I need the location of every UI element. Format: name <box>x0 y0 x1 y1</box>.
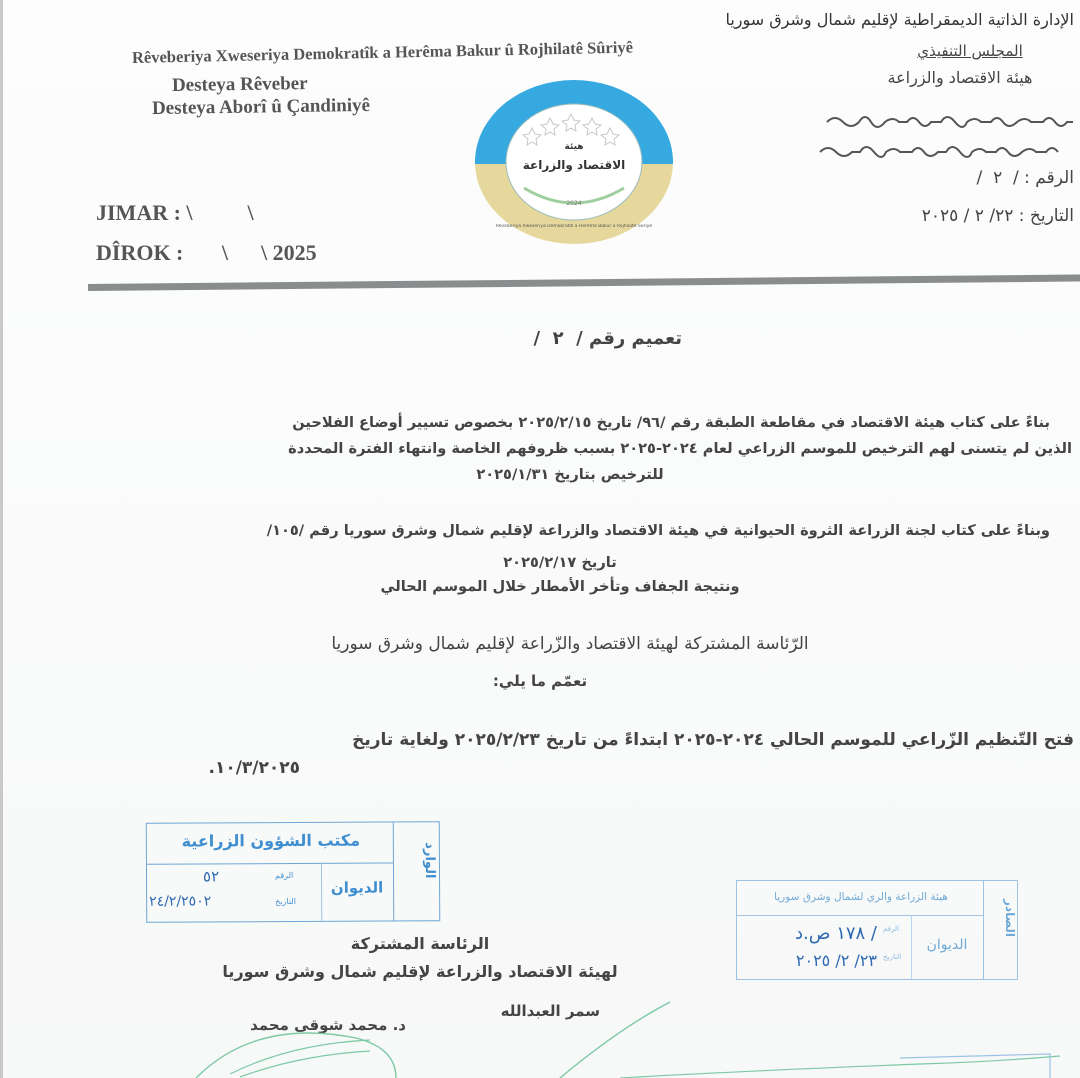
header-right-department: هيئة الاقتصاد والزراعة <box>887 68 1033 87</box>
circular-title: تعميم رقم / ٢ / <box>533 328 682 349</box>
incoming-date-value: ٢٤/٢/٢٥٠٢ <box>149 893 212 910</box>
stamp-divider-vertical <box>393 822 395 920</box>
seal-center-top: هيئة <box>564 142 584 152</box>
outgoing-side-label: الصادر <box>1003 899 1017 938</box>
incoming-date-label: التاريخ <box>275 896 296 907</box>
outgoing-date-label: التاريخ <box>883 953 902 961</box>
header-left-org: Rêveberiya Xweseriya Demokratîk a Herêma Bakur û Rojhilatê Sûriyê <box>131 37 634 67</box>
scan-edge <box>0 0 3 1078</box>
outgoing-number-label: الرقم <box>883 925 899 933</box>
stamp-divider-inner <box>321 863 322 921</box>
syriac-header-line-1 <box>825 108 1080 130</box>
outgoing-org: هيئة الزراعة والري لشمال وشرق سوريا <box>774 891 948 903</box>
signature-title: الرئاسة المشتركة <box>350 934 490 953</box>
presidency-line: الرّئاسة المشتركة لهيئة الاقتصاد والزّراعة لإقليم شمال وشرق سوريا <box>331 634 809 654</box>
stamp-divider-vertical <box>983 881 984 979</box>
handwritten-signature <box>0 998 1080 1078</box>
announces-line: تعمّم ما يلي: <box>492 672 588 690</box>
incoming-number-value: ٥٢ <box>202 867 220 886</box>
incoming-side-label: الوارد <box>421 842 438 879</box>
body-paragraph-1-line-2: الذين لم يتسنى لهم الترخيص للموسم الزراعي لعام ٢٠٢٤-٢٠٢٥ بسبب ظروفهم الخاصة وانتهاء الفترة المحددة <box>288 440 1072 457</box>
decision-line-2: ١٠/٣/٢٠٢٥. <box>208 758 300 778</box>
organization-seal <box>474 78 674 246</box>
reference-number: الرقم : / ٢ / <box>976 168 1074 188</box>
stamp-divider-horizontal <box>737 915 983 916</box>
signatory-2: د. محمد شوقي محمد <box>250 1016 406 1034</box>
stamp-divider-horizontal <box>147 862 393 864</box>
seal-outer-text: Rêveberiya Xweseriya Demokratîk a Herêma Bakur û Rojhilatê Sûriyê <box>495 224 653 229</box>
syriac-header-line-2 <box>818 138 1080 160</box>
body-paragraph-2-line-2: تاريخ ٢٠٢٥/٢/١٧ <box>503 554 617 571</box>
dirok-field: DÎROK : \ \ 2025 <box>96 240 317 265</box>
outgoing-registry-stamp <box>736 880 1018 980</box>
header-left-council: Desteya Rêveber <box>171 73 308 96</box>
signature-org: لهيئة الاقتصاد والزراعة لإقليم شمال وشرق سوريا <box>222 962 618 981</box>
seal-center-main: الاقتصاد والزراعة <box>522 158 626 172</box>
jimar-field: JIMAR : \ \ <box>96 200 254 225</box>
outgoing-registry: الديوان <box>926 937 968 953</box>
header-divider <box>88 274 1080 291</box>
signatory-1: سمر العبدالله <box>500 1002 600 1020</box>
header-left-department: Desteya Aborî û Çandiniyê <box>151 94 371 119</box>
seal-year: 2024 <box>566 200 582 207</box>
incoming-registry-stamp <box>146 821 441 923</box>
outgoing-date-value: ٢٣/ ٢/ ٢٠٢٥ <box>795 951 877 970</box>
incoming-registry: الديوان <box>330 878 384 897</box>
decision-line-1: فتح التّنظيم الزّراعي للموسم الحالي ٢٠٢٤-٢٠٢٥ ابتداءً من تاريخ ٢٠٢٥/٢/٢٣ ولغاية تاريخ <box>352 730 1074 750</box>
reference-date: التاريخ : ٢٢/ ٢ / ٢٠٢٥ <box>921 206 1074 226</box>
incoming-office: مكتب الشؤون الزراعية <box>181 830 361 851</box>
header-right-council: المجلس التنفيذي <box>917 42 1023 60</box>
body-paragraph-2-line-3: ونتيجة الجفاف وتأخر الأمطار خلال الموسم الحالي <box>380 578 740 595</box>
body-paragraph-1-line-1: بناءً على كتاب هيئة الاقتصاد في مقاطعة الطبقة رقم /٩٦/ تاريخ ٢٠٢٥/٢/١٥ بخصوص تسيير أوضاع الفلاحين <box>292 414 1050 431</box>
outgoing-number-value: / ١٧٨ ص.د <box>794 923 877 944</box>
stamp-divider-inner <box>911 915 912 979</box>
incoming-number-label: الرقم <box>274 870 294 881</box>
body-paragraph-2-line-1: وبناءً على كتاب لجنة الزراعة الثروة الحيوانية في هيئة الاقتصاد والزراعة لإقليم شمال وشرق سوريا رقم /١٠٥/ <box>266 522 1050 539</box>
body-paragraph-1-line-3: للترخيص بتاريخ ٢٠٢٥/١/٣١ <box>476 466 664 483</box>
header-right-org: الإدارة الذاتية الديمقراطية لإقليم شمال وشرق سوريا <box>725 10 1074 29</box>
